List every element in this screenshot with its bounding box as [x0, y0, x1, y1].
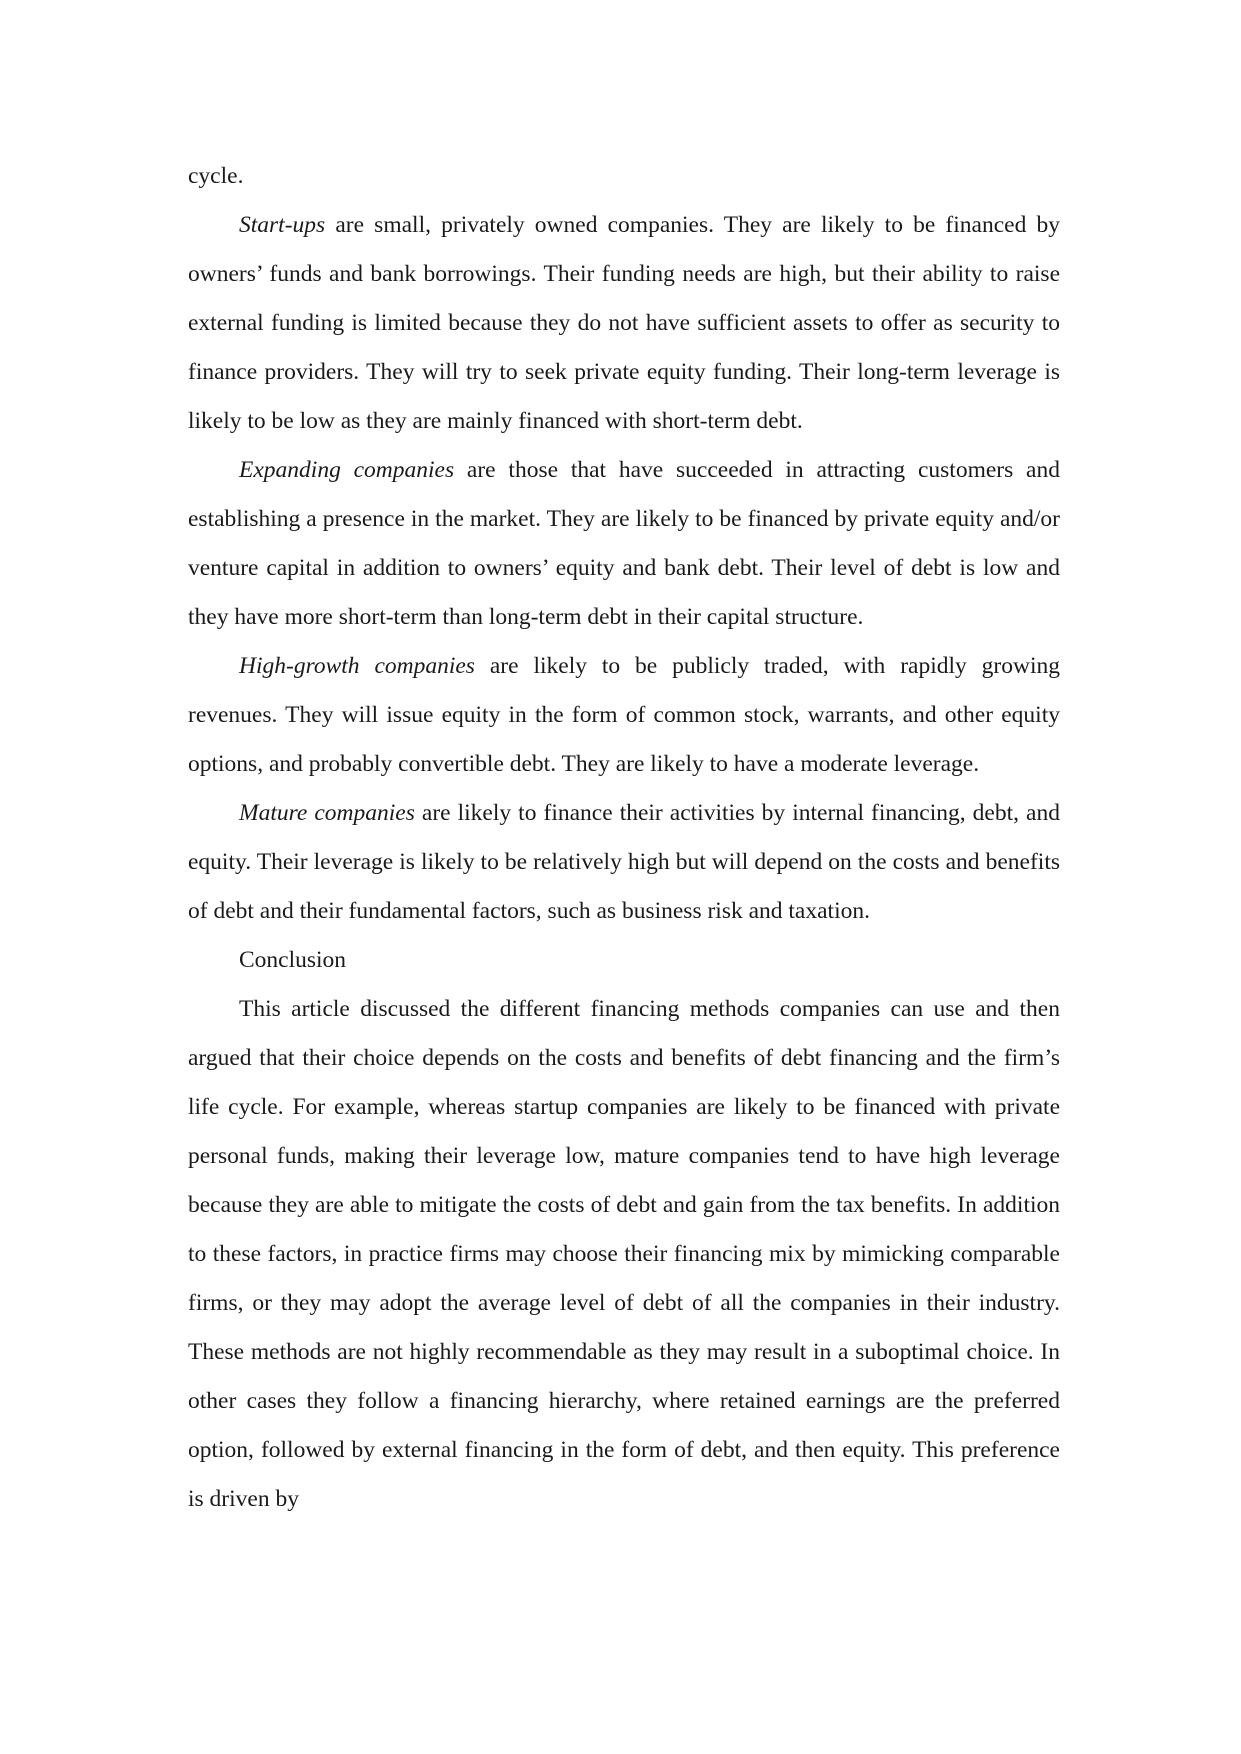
- term-high-growth: High-growth companies: [239, 653, 475, 679]
- term-mature: Mature companies: [239, 800, 415, 826]
- paragraph-high-growth: [188, 642, 1060, 789]
- continuation-text: cycle.: [188, 163, 244, 189]
- paragraph-expanding: [188, 446, 1060, 642]
- text-expanding: are those that have succeeded in attracting customers and establishing a presence in the market. They are likely to be financed by private equity and/or venture capital in addition to owners’ equity and bank debt. Their level of debt is low and they have more short-term than long-term debt in their capital structure.: [188, 457, 1060, 630]
- text-high-growth: are likely to be publicly traded, with rapidly growing revenues. They will issue equity in the form of common stock, warrants, and other equity options, and probably convertible debt. They are likely to have a moderate leverage.: [188, 653, 1060, 777]
- term-expanding: Expanding companies: [239, 457, 455, 483]
- paragraph-conclusion: This article discussed the different financing methods companies can use and then argued that their choice depends on the costs and benefits of debt financing and the firm’s life cycle. For example, whereas startup companies are likely to be financed with private personal funds, making their leverage low, mature companies tend to have high leverage because they are able to mitigate the costs of debt and gain from the tax benefits. In addition to these factors, in practice firms may choose their financing mix by mimicking comparable firms, or they may adopt the average level of debt of all the companies in their industry. These methods are not highly recommendable as they may result in a suboptimal choice. In other cases they follow a financing hierarchy, where retained earnings are the preferred option, followed by external financing in the form of debt, and then equity. This preference is driven by: [188, 996, 1060, 1512]
- conclusion-heading: Conclusion: [239, 947, 347, 973]
- text-mature: are likely to finance their activities by internal financing, debt, and equity. Their leverage is likely to be relatively high but will depend on the costs and benefits of debt and their fundamental factors, such as business risk and taxation.: [188, 800, 1060, 924]
- continuation-line: [188, 152, 1060, 201]
- paragraph-mature: [188, 789, 1060, 936]
- text-startups: are small, privately owned companies. They are likely to be financed by owners’ funds and bank borrowings. Their funding needs are high, but their ability to raise external funding is limited because they do not have sufficient assets to offer as security to finance providers. They will try to seek private equity funding. Their long-term leverage is likely to be low as they are mainly financed with short-term debt.: [188, 212, 1060, 434]
- term-startups: Start-ups: [239, 212, 326, 238]
- paragraph-startups: [188, 201, 1060, 446]
- document-page: [188, 152, 1060, 1524]
